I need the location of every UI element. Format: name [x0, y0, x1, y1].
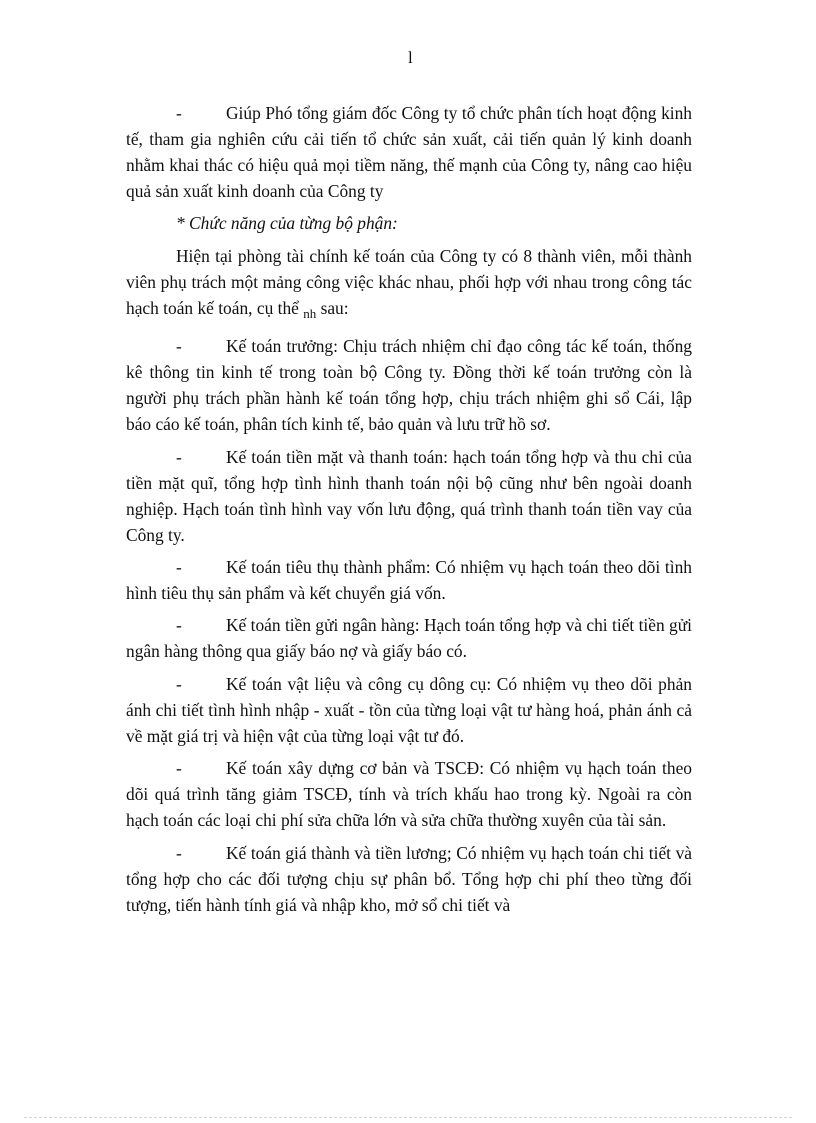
paragraph-bullet: [126, 840, 692, 918]
paragraph-bullet: [126, 755, 692, 833]
paragraph-text: Kế toán trưởng: Chịu trách nhiệm chỉ đạo công tác kế toán, thống kê thông tin kinh tế trong toàn bộ Công ty. Đồng thời kế toán trưởng còn là người phụ trách phần hành kế toán tổng hợp, chịu trách nhiệm ghi sổ Cái, lập báo cáo kế toán, phân tích kinh tế, bảo quản và lưu trữ hồ sơ.: [126, 336, 692, 435]
bullet-dash: -: [176, 758, 182, 779]
paragraph-bullet: [126, 100, 692, 204]
paragraph-bullet: [126, 333, 692, 437]
paragraph-text: Kế toán tiền mặt và thanh toán: hạch toán tổng hợp và thu chi của tiền mặt quĩ, tổng hợp tình hình thanh toán nội bộ cũng như bên ngoài doanh nghiệp. Hạch toán tình hình vay vốn lưu động, quá trình thanh toán tiền vay của Công ty.: [126, 446, 692, 545]
page-bottom-divider: [24, 1117, 792, 1118]
paragraph-text: Kế toán tiền gửi ngân hàng: Hạch toán tổng hợp và chi tiết tiền gửi ngân hàng thông qua giấy báo nợ và giấy báo có.: [126, 615, 692, 662]
section-heading: * Chức năng của từng bộ phận:: [176, 213, 398, 234]
document-body: [126, 100, 692, 924]
page-number: l: [408, 48, 413, 67]
paragraph-intro: [126, 243, 692, 327]
paragraph-bullet: [126, 444, 692, 548]
paragraph-bullet: [126, 671, 692, 749]
bullet-dash: -: [176, 615, 182, 636]
bullet-dash: -: [176, 103, 182, 123]
paragraph-text-tail: sau:: [316, 297, 349, 318]
bullet-dash: -: [176, 556, 182, 577]
paragraph-bullet: [126, 612, 692, 664]
bullet-dash: -: [176, 446, 182, 467]
bullet-dash: -: [176, 673, 182, 694]
subscript-fragment: nh: [303, 305, 317, 321]
bullet-dash: -: [176, 842, 182, 863]
paragraph-text: Kế toán vật liệu và công cụ dông cụ: Có nhiệm vụ theo dõi phản ánh chi tiết tình hình nhập - xuất - tồn của từng loại vật tư hàng hoá, phản ánh cả về mặt giá trị và hiện vật của từng loại vật tư đó.: [126, 673, 692, 746]
paragraph-text: Kế toán xây dựng cơ bản và TSCĐ: Có nhiệm vụ hạch toán theo dõi quá trình tăng giảm TSCĐ, tính và trích khấu hao trong kỳ. Ngoài ra còn hạch toán các loại chi phí sửa chữa lớn và sửa chữa thường xuyên của tài sản.: [126, 758, 692, 831]
paragraph-bullet: [126, 554, 692, 606]
paragraph-text: Giúp Phó tổng giám đốc Công ty tổ chức phân tích hoạt động kinh tế, tham gia nghiên cứu cải tiến tổ chức sản xuất, cải tiến quản lý kinh doanh nhằm khai thác có hiệu quả mọi tiềm năng, thế mạnh của Công ty, nâng cao hiệu quả sản xuất kinh doanh của Công ty: [126, 103, 692, 201]
paragraph-text: Hiện tại phòng tài chính kế toán của Công ty có 8 thành viên, mỗi thành viên phụ trách một mảng công việc khác nhau, phối hợp với nhau trong công tác hạch toán kế toán, cụ thể: [126, 245, 692, 318]
bullet-dash: -: [176, 336, 182, 357]
paragraph-text: Kế toán giá thành và tiền lương; Có nhiệm vụ hạch toán chi tiết và tổng hợp cho các đối tượng chịu sự phân bổ. Tổng hợp chi phí theo từng đối tượng, tiến hành tính giá và nhập kho, mở sổ chi tiết và: [126, 842, 692, 915]
paragraph-text: Kế toán tiêu thụ thành phẩm: Có nhiệm vụ hạch toán theo dõi tình hình tiêu thụ sản phẩm và kết chuyển giá vốn.: [126, 556, 692, 603]
